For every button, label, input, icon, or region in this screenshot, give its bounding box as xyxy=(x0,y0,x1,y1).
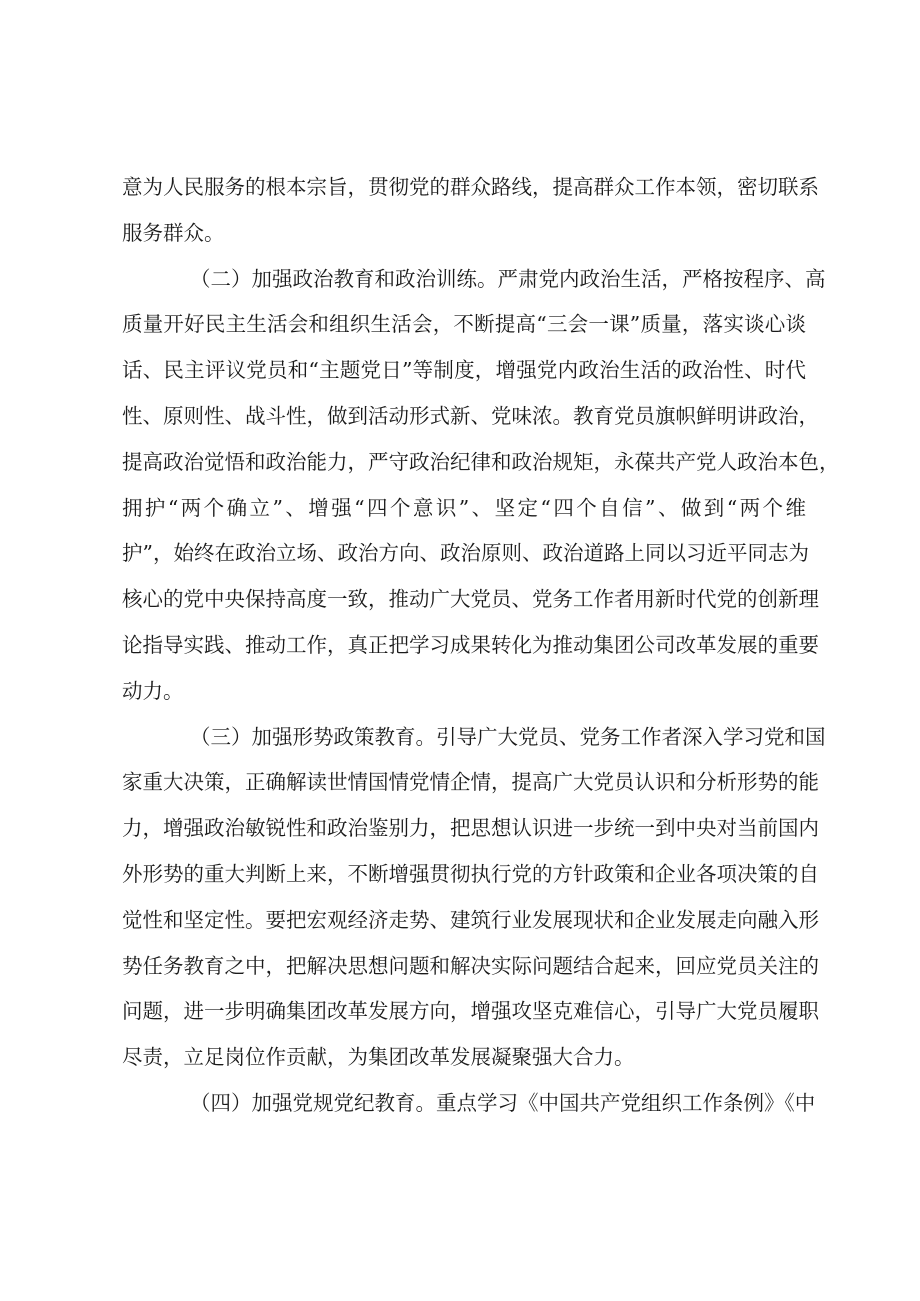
text-line: 服务群众。 xyxy=(122,220,225,245)
text-line: 提高政治觉悟和政治能力，严守政治纪律和政治规矩，永葆共产党人政治本色， xyxy=(122,449,840,474)
text-line: 核心的党中央保持高度一致，推动广大党员、党务工作者用新时代党的创新理 xyxy=(122,587,819,612)
text-line: 质量开好民主生活会和组织生活会，不断提高“三会一课”质量，落实谈心谈 xyxy=(122,312,806,337)
section-4-heading-line: （四）加强党规党纪教育。重点学习《中国共产党组织工作条例》《中 xyxy=(190,1090,816,1115)
text-line: 拥护“两个确立”、增强“四个意识”、坚定“四个自信”、做到“两个维 xyxy=(122,495,806,520)
text-line: 动力。 xyxy=(122,678,184,703)
text-line: 家重大决策，正确解读世情国情党情企情，提高广大党员认识和分析形势的能 xyxy=(122,770,819,795)
text-line: 问题，进一步明确集团改革发展方向，增强攻坚克难信心，引导广大党员履职 xyxy=(122,999,819,1024)
text-line: 力，增强政治敏锐性和政治鉴别力，把思想认识进一步统一到中央对当前国内 xyxy=(122,816,819,841)
text-line: 话、民主评议党员和“主题党日”等制度，增强党内政治生活的政治性、时代 xyxy=(122,358,806,383)
document-body xyxy=(122,165,840,1127)
text-line: 觉性和坚定性。要把宏观经济走势、建筑行业发展现状和企业发展走向融入形 xyxy=(122,907,819,932)
section-3-heading-line: （三）加强形势政策教育。引导广大党员、党务工作者深入学习党和国 xyxy=(190,724,826,749)
text-line: 意为人民服务的根本宗旨，贯彻党的群众路线，提高群众工作本领，密切联系 xyxy=(122,175,819,199)
text-line: 外形势的重大判断上来，不断增强贯彻执行党的方针政策和企业各项决策的自 xyxy=(122,861,819,886)
section-2-heading-line: （二）加强政治教育和政治训练。严肃党内政治生活，严格按程序、高 xyxy=(190,266,826,291)
text-line: 护”，始终在政治立场、政治方向、政治原则、政治道路上同以习近平同志为 xyxy=(122,541,809,566)
text-line: 尽责，立足岗位作贡献，为集团改革发展凝聚强大合力。 xyxy=(122,1045,635,1070)
text-line: 势任务教育之中，把解决思想问题和解决实际问题结合起来，回应党员关注的 xyxy=(122,953,819,978)
text-line: 论指导实践、推动工作，真正把学习成果转化为推动集团公司改革发展的重要 xyxy=(122,632,819,657)
text-line: 性、原则性、战斗性，做到活动形式新、党味浓。教育党员旗帜鲜明讲政治， xyxy=(122,403,819,428)
